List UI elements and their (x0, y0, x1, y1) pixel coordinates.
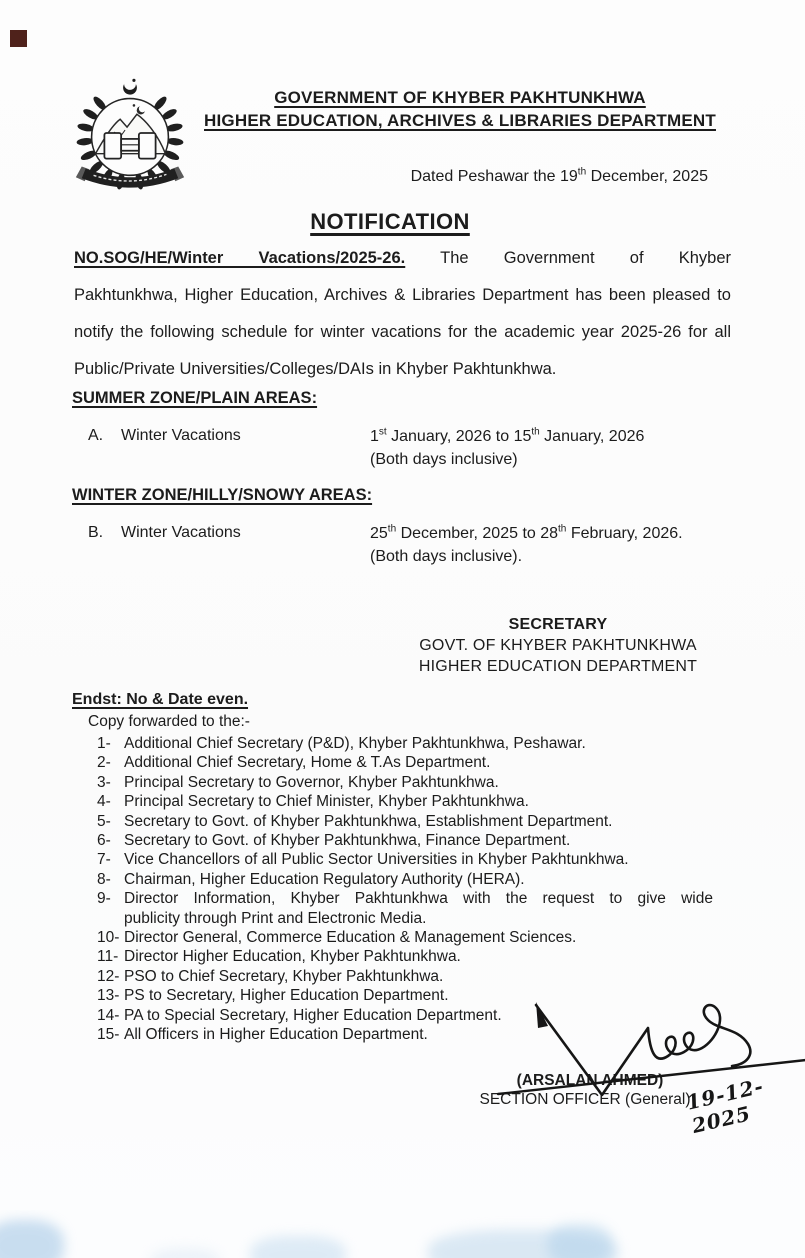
signatory-name: (ARSALAN AHMED) (516, 1072, 664, 1089)
copy-forwarded-line: Copy forwarded to the:- (88, 713, 250, 730)
list-item: 11- Director Higher Education, Khyber Pakhtunkhwa. (97, 948, 461, 966)
scanned-notification-document: GOVERNMENT OF KHYBER PAKHTUNKHWA HIGHER EDUCATION, ARCHIVES & LIBRARIES DEPARTMENT Dated Peshawar the 19th December, 2025 NOTIFICATION NO.SOG/HE/Winter Vacations/2025-26. The Government of Khyber Pakhtunkhwa, Higher Education, Archives & Libraries Department has been pleased to notify the following schedule for winter vacations for the academic year 2025-26 for all Public/Private Universities/Colleges/DAIs in Khyber Pakhtunkhwa. SUMMER ZONE/PLAIN AREAS: A. Winter Vacations 1st January, 2026 to 15th January, 2026 (Both days inclusive) WINTER ZONE/HILLY/SNOWY AREAS: B. Winter Vacations 25th December, 2025 to 28th February, 2026. (Both days inclusive). SECRETARY GOVT. OF KHYBER PAKHTUNKHWA HIGHER EDUCATION DEPARTMENT Endst: No & Date even. Copy forwarded to the:- 1- Additional Chief Secretary (P&D), Khyber Pakhtunkhwa, Peshawar. 2- Additional Chief Secretary, Home & T.As Department. 3- Principal Secretary to Governor, Khyber Pakhtunkhwa. 4- Principal Secretary to Chief Minister, Khyber Pakhtunkhwa. 5- Secretary to Govt. of Khyber Pakhtunkhwa, Establishment Department. 6- Secretary to Govt. of Khyber Pakhtunkhwa, Finance Department. 7- Vice Chancellors of all Public Sector Universities in Khyber Pakhtunkhwa. 8- Chairman, Higher Education Regulatory Authority (HERA). 9- Director Information, Khyber Pakhtunkhwa with the request to give wide publicity through Print and Electronic Media. 10- Director General, Commerce Education & Management Sciences. 11- Director Higher Education, Khyber Pakhtunkhwa. 12- PSO to Chief Secretary, Khyber Pakhtunkhwa. 13- PS to Secretary, Higher Education Department. 14- PA to Special Secretary, Higher Education Department. 15- All Officers in Higher Education Department. (ARSALAN AHMED) SECTION OFFICER (General) 19-12-2025 (0, 0, 805, 1258)
intro-paragraph-line1: NO.SOG/HE/Winter Vacations/2025-26. The Government of Khyber (74, 249, 731, 267)
scan-bottom-blur-band (0, 1210, 805, 1258)
list-item: 12- PSO to Chief Secretary, Khyber Pakhtunkhwa. (97, 967, 444, 985)
list-item: 14- PA to Special Secretary, Higher Education Department. (97, 1006, 502, 1024)
notification-title: NOTIFICATION (310, 209, 470, 234)
list-item: 7- Vice Chancellors of all Public Sector Universities in Khyber Pakhtunkhwa. (97, 851, 629, 869)
list-item: 8- Chairman, Higher Education Regulatory Authority (HERA). (97, 870, 525, 888)
winter-zone-dates: 25th December, 2025 to 28th February, 2026. (Both days inclusive). (370, 523, 683, 565)
list-item: 15- All Officers in Higher Education Department. (97, 1026, 428, 1044)
scan-corner-mark (10, 30, 27, 47)
list-item: 9- Director Information, Khyber Pakhtunkhwa with the request to give wide publicity through Print and Electronic Media. (97, 890, 713, 927)
signatory-title: SECTION OFFICER (General) (479, 1091, 691, 1108)
handwritten-signature (480, 988, 805, 1123)
list-item: 10- Director General, Commerce Education & Management Sciences. (97, 929, 577, 947)
winter-zone-heading: WINTER ZONE/HILLY/SNOWY AREAS: (72, 486, 373, 504)
summer-zone-heading: SUMMER ZONE/PLAIN AREAS: (72, 389, 318, 407)
list-item: 3- Principal Secretary to Governor, Khyber Pakhtunkhwa. (97, 773, 499, 791)
kp-government-emblem-logo (66, 74, 194, 192)
intro-paragraph: NO.SOG/HE/Winter Vacations/2025-26. The Government of Khyber Pakhtunkhwa, Higher Education, Archives & Libraries Department has been pleased to notify the following schedule for winter vacations for the academic year 2025-26 for all Public/Private Universities/Colleges/DAIs in Khyber Pakhtunkhwa. (74, 240, 731, 388)
list-item: 6- Secretary to Govt. of Khyber Pakhtunkhwa, Finance Department. (97, 832, 571, 850)
summer-zone-dates: 1st January, 2026 to 15th January, 2026 (Both days inclusive) (370, 426, 645, 468)
dept-line-2: HIGHER EDUCATION, ARCHIVES & LIBRARIES DEPARTMENT (204, 111, 716, 130)
list-item: 5- Secretary to Govt. of Khyber Pakhtunkhwa, Establishment Department. (97, 812, 613, 830)
date-line: Dated Peshawar the 19th December, 2025 (410, 166, 708, 185)
list-item: 13- PS to Secretary, Higher Education Department. (97, 987, 449, 1005)
crescent-star-icon (123, 78, 137, 95)
handwritten-date: 19-12-2025 (684, 1073, 766, 1139)
list-item: 2- Additional Chief Secretary, Home & T.As Department. (97, 754, 491, 772)
letterhead (178, 86, 742, 132)
dept-line-1: GOVERNMENT OF KHYBER PAKHTUNKHWA (274, 88, 646, 107)
list-item: 1- Additional Chief Secretary (P&D), Khyber Pakhtunkhwa, Peshawar. (97, 735, 586, 752)
endorsement-heading: Endst: No & Date even. (72, 691, 249, 708)
list-item: 4- Principal Secretary to Chief Minister, Khyber Pakhtunkhwa. (97, 793, 529, 811)
reference-number: NO.SOG/HE/Winter Vacations/2025-26. (74, 249, 406, 267)
signatory-authority-block: SECRETARY GOVT. OF KHYBER PAKHTUNKHWA HIGHER EDUCATION DEPARTMENT (418, 616, 698, 675)
